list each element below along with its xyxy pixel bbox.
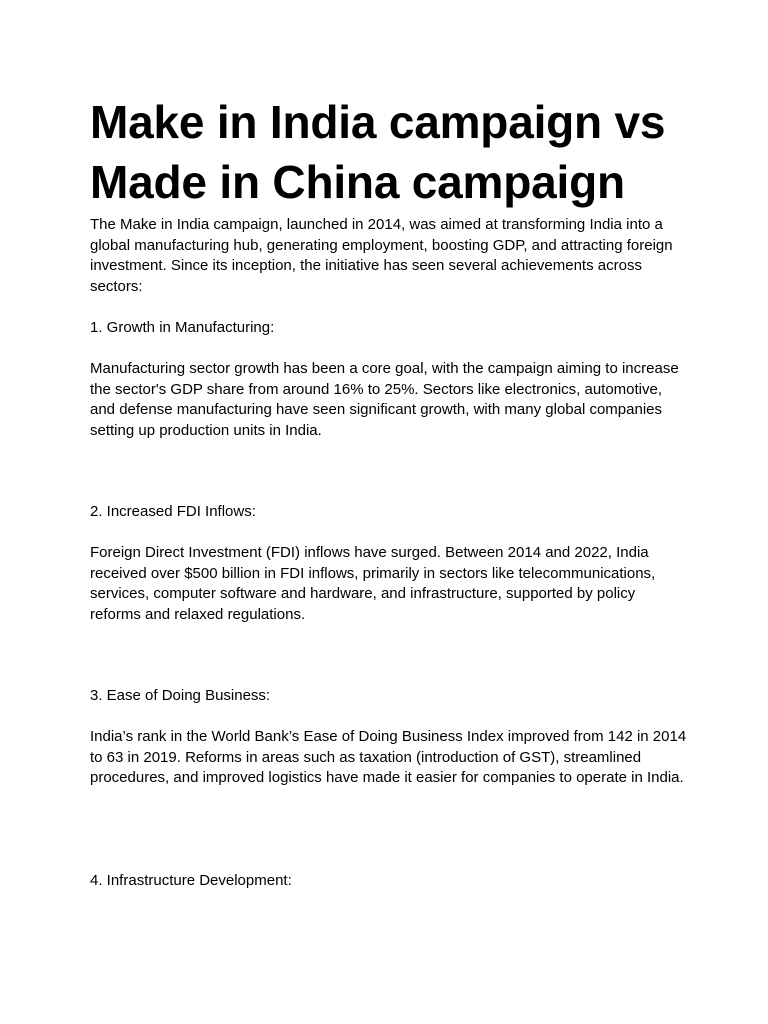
intro-paragraph: The Make in India campaign, launched in 2014, was aimed at transforming India into a global manufacturing hub, generating employment, boosting GDP, and attracting foreign investment. Since its inception, the initiative has seen several achievements across sectors: [90,216,673,295]
section-body-fdi: Foreign Direct Investment (FDI) inflows have surged. Between 2014 and 2022, India received over $500 billion in FDI inflows, primarily in sectors like telecommunications, services, computer software and hardware, and infrastructure, supported by policy reforms and relaxed regulations. [90,544,656,623]
document-title [90,92,730,212]
section-heading-ease-of-business: 3. Ease of Doing Business: [90,687,271,704]
section-heading-infrastructure: 4. Infrastructure Development: [90,872,292,889]
section-heading-fdi: 2. Increased FDI Inflows: [90,503,256,520]
section-heading-manufacturing: 1. Growth in Manufacturing: [90,319,275,336]
section-body-ease-of-business: India’s rank in the World Bank’s Ease of Doing Business Index improved from 142 in 2014 to 63 in 2019. Reforms in areas such as taxation (introduction of GST), streamlined procedures, and improved logistics have made it easier for companies to operate in India. [90,728,687,787]
title-line-1: Make in India campaign vs [90,96,666,148]
section-body-manufacturing: Manufacturing sector growth has been a core goal, with the campaign aiming to increase the sector's GDP share from around 16% to 25%. Sectors like electronics, automotive, and defense manufacturing have seen significant growth, with many global companies setting up production units in India. [90,360,679,439]
title-line-2: Made in China campaign [90,156,625,208]
